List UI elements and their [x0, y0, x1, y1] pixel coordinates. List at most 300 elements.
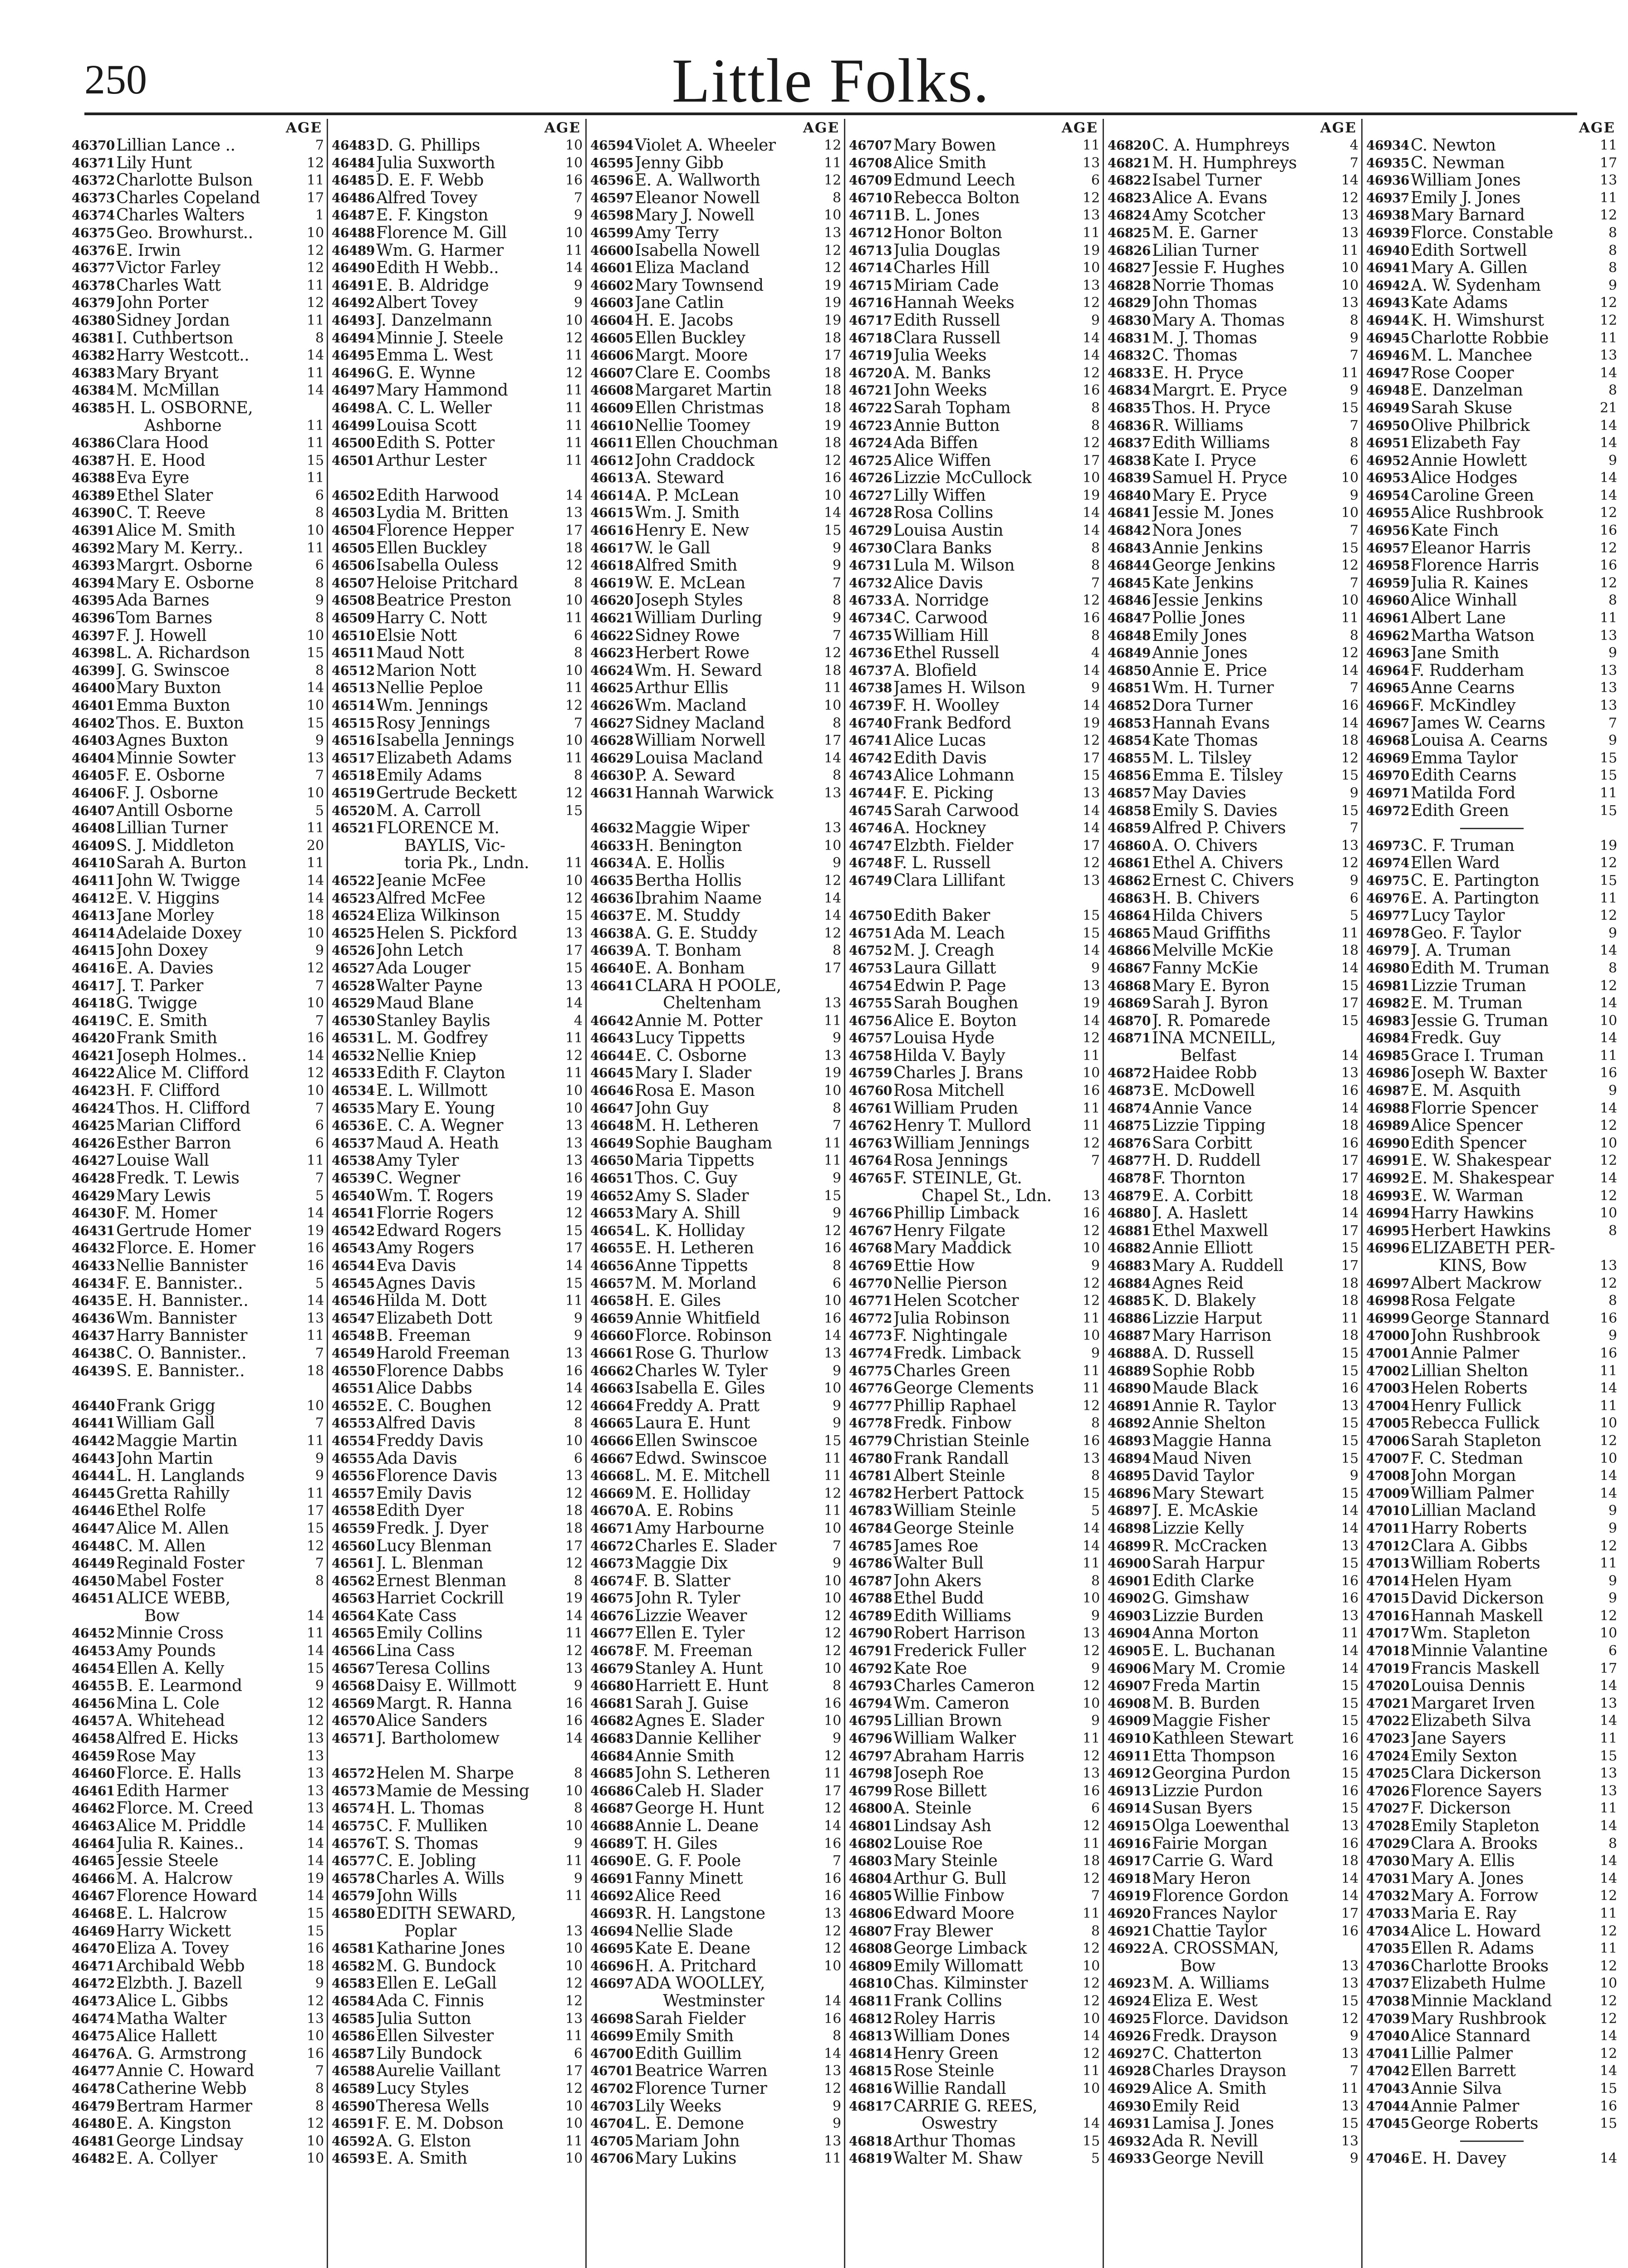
- entry-row: [332, 1712, 583, 1730]
- entry-age: 14: [1600, 2063, 1617, 2079]
- entry-age: 8: [315, 505, 324, 521]
- entry-row: [849, 452, 1100, 470]
- entry-age: 18: [824, 330, 841, 346]
- entry-row: [590, 1555, 841, 1573]
- entry-row: [332, 679, 583, 697]
- entry-row: [332, 750, 583, 767]
- entry-row: [1366, 1117, 1617, 1135]
- entry-row: [590, 2045, 841, 2063]
- entry-name: Alice M. Clifford: [116, 1065, 249, 1083]
- entry-name: Kate Roe: [893, 1660, 967, 1678]
- entry-number: 46442: [72, 1433, 115, 1448]
- entry-number: 46463: [72, 1818, 115, 1833]
- entry-row: [332, 1117, 583, 1135]
- entry-name: Olive Philbrick: [1411, 417, 1530, 435]
- entry-number: [590, 1993, 635, 2010]
- entry-row: [72, 522, 324, 540]
- entry-row: [849, 960, 1100, 978]
- entry-row: [72, 1152, 324, 1170]
- entry-number: 46415: [72, 943, 115, 958]
- entry-number: 46695: [590, 1941, 633, 1956]
- entry-row: [1108, 942, 1358, 960]
- entry-name: Edith M. Truman: [1411, 959, 1550, 978]
- entry-row: [72, 785, 324, 802]
- entry-row: [332, 312, 583, 330]
- entry-name: Charles E. Slader: [635, 1537, 777, 1555]
- entry-age: 14: [1600, 365, 1617, 381]
- entry-row: [849, 365, 1100, 382]
- entry-age: 12: [1083, 1870, 1100, 1887]
- entry-name: Clara Hood: [116, 435, 209, 452]
- entry-number: 46424: [72, 1100, 115, 1116]
- entry-name: Ernest C. Chivers: [1152, 872, 1294, 890]
- entry-row: [1366, 1870, 1617, 1888]
- entry-name: Archibald Webb: [116, 1957, 245, 1975]
- entry-name: Alice Lohmann: [893, 767, 1015, 785]
- entry-age: 14: [565, 1258, 583, 1274]
- entry-name: Emma L. West: [376, 347, 493, 365]
- entry-name: Charles Drayson: [1152, 2063, 1286, 2080]
- entry-row: [332, 487, 583, 505]
- entry-age: 17: [1600, 155, 1617, 171]
- entry-row: [72, 2028, 324, 2045]
- entry-age: 7: [1349, 523, 1358, 539]
- entry-name: Mary Steinle: [893, 1853, 998, 1870]
- entry-name: Thos. C. Guy: [635, 1170, 737, 1188]
- entry-number: 46921: [1108, 1923, 1151, 1939]
- entry-row: [1108, 732, 1358, 750]
- entry-number: 46734: [849, 611, 892, 626]
- entry-row: [1366, 172, 1617, 190]
- entry-number: 47024: [1366, 1748, 1409, 1764]
- entry-age: 12: [307, 1538, 324, 1554]
- entry-name: Oswestry: [922, 2115, 997, 2133]
- entry-column-3: [585, 119, 844, 2268]
- entry-age: 7: [315, 767, 324, 784]
- entry-row: [1366, 1800, 1617, 1818]
- entry-name: Nellie Kniep: [376, 1047, 476, 1065]
- entry-age: 10: [565, 1941, 583, 1957]
- entry-row: [72, 820, 324, 837]
- entry-name: Caleb H. Slader: [635, 1782, 763, 1800]
- entry-row: [1108, 1590, 1358, 1608]
- entry-name: Marian Clifford: [116, 1117, 241, 1135]
- entry-number: 46618: [590, 558, 633, 573]
- entry-name: Nellie Toomey: [635, 417, 750, 435]
- entry-row: [332, 1467, 583, 1485]
- entry-name: J. A. Truman: [1411, 942, 1511, 960]
- entry-row: [1108, 1363, 1358, 1380]
- entry-age: 16: [1083, 1083, 1100, 1099]
- entry-age: 13: [824, 1345, 841, 1361]
- entry-number: 46767: [849, 1223, 892, 1238]
- entry-age: 11: [1083, 1730, 1100, 1747]
- entry-age: 10: [1600, 1625, 1617, 1642]
- entry-age: 9: [1091, 1608, 1100, 1624]
- entry-row: [332, 1432, 583, 1450]
- entry-number: 46557: [332, 1486, 375, 1501]
- entry-number: 47000: [1366, 1328, 1409, 1344]
- entry-name: Harry Westcott..: [116, 347, 250, 365]
- entry-number: 46900: [1108, 1556, 1151, 1571]
- entry-name: Rose G. Thurlow: [635, 1344, 769, 1363]
- entry-name: F. STEINLE, Gt.: [893, 1170, 1022, 1188]
- entry-number: 46486: [332, 190, 375, 205]
- entry-row: [72, 1958, 324, 1975]
- entry-age: 12: [1083, 1293, 1100, 1309]
- entry-row: [72, 1800, 324, 1818]
- entry-name: Minnie Sowter: [116, 749, 235, 767]
- entry-name: Charles Cameron: [893, 1677, 1035, 1695]
- entry-name: A. M. Banks: [893, 364, 991, 382]
- entry-age: 7: [315, 137, 324, 153]
- entry-name: John Martin: [116, 1450, 213, 1468]
- entry-name: Louisa Hyde: [893, 1030, 995, 1047]
- entry-row: [590, 942, 841, 960]
- entry-name: Harry C. Nott: [376, 610, 487, 627]
- entry-name: T. H. Giles: [635, 1835, 717, 1853]
- entry-row: [1108, 1940, 1358, 1958]
- age-column-header: AGE: [1579, 120, 1615, 136]
- entry-age: 9: [1091, 312, 1100, 328]
- entry-name: Frances Naylor: [1152, 1905, 1277, 1923]
- entry-age: 10: [1083, 1590, 1100, 1607]
- entry-row: [72, 1432, 324, 1450]
- entry-age: 12: [565, 785, 583, 801]
- entry-age: 13: [1341, 2133, 1358, 2149]
- entry-number: 46480: [72, 2116, 115, 2131]
- entry-row: [1108, 1292, 1358, 1310]
- entry-age: [824, 978, 841, 995]
- entry-number: 46485: [332, 173, 375, 188]
- entry-row: [72, 1923, 324, 1941]
- entry-name: John Craddock: [635, 452, 755, 470]
- entry-age: 19: [824, 1065, 841, 1081]
- entry-age: 9: [832, 1170, 841, 1187]
- entry-name: Maggie Martin: [116, 1432, 237, 1450]
- entry-name: Mary A. Jones: [1411, 1870, 1524, 1888]
- entry-name: Ethel Budd: [893, 1590, 984, 1608]
- entry-age: 13: [1341, 2098, 1358, 2114]
- entry-number: 46879: [1108, 1188, 1151, 1203]
- entry-name: Mary Bowen: [893, 137, 996, 155]
- entry-name: Ethel A. Chivers: [1152, 855, 1283, 872]
- entry-name: E. H. Davey: [1411, 2150, 1506, 2168]
- entry-age: 16: [307, 1030, 324, 1046]
- entry-row: [72, 504, 324, 522]
- entry-name: Eliza A. Tovey: [116, 1940, 229, 1958]
- entry-age: 14: [1341, 1205, 1358, 1222]
- entry-row: [590, 1170, 841, 1188]
- entries-columns: [68, 119, 1620, 2268]
- entry-name: Alfred McFee: [376, 890, 485, 908]
- entry-number: 46721: [849, 383, 892, 398]
- entry-number: 46871: [1108, 1031, 1151, 1046]
- entry-age: 14: [1600, 435, 1617, 451]
- entry-age: 8: [574, 1765, 583, 1782]
- entry-number: 46394: [72, 575, 115, 591]
- entry-number: 46685: [590, 1766, 633, 1781]
- entry-number: 46812: [849, 2011, 892, 2026]
- entry-row: [1108, 540, 1358, 557]
- entry-number: 46703: [590, 2098, 633, 2114]
- entry-age: 15: [1341, 802, 1358, 819]
- entry-number: 46380: [72, 313, 115, 328]
- entry-age: 8: [1091, 1468, 1100, 1484]
- entry-name: ALICE WEBB,: [116, 1590, 230, 1608]
- entry-age: 11: [307, 1625, 324, 1642]
- entry-row: [1108, 890, 1358, 908]
- entry-name: Walter M. Shaw: [893, 2150, 1023, 2168]
- entry-number: 46728: [849, 505, 892, 521]
- entry-number: 46904: [1108, 1626, 1151, 1641]
- entry-name: Edith Sortwell: [1411, 242, 1527, 260]
- entry-age: 14: [824, 1993, 841, 2009]
- entry-age: 15: [307, 1660, 324, 1677]
- entry-number: 46820: [1108, 138, 1151, 153]
- entry-number: 46962: [1366, 628, 1409, 643]
- entry-age: 15: [1600, 2080, 1617, 2097]
- entry-number: 46443: [72, 1451, 115, 1466]
- entry-age: 19: [307, 1222, 324, 1239]
- entry-number: 46552: [332, 1398, 375, 1413]
- entry-age: 11: [824, 1135, 841, 1151]
- entry-number: 46886: [1108, 1310, 1151, 1326]
- entry-row: [72, 978, 324, 995]
- entry-name: Gertrude Beckett: [376, 784, 517, 802]
- entry-number: 46888: [1108, 1345, 1151, 1361]
- entry-name: Mary A. Gillen: [1411, 259, 1527, 277]
- entry-name: F. B. Slatter: [635, 1572, 731, 1590]
- entry-name: Pollie Jones: [1152, 610, 1245, 627]
- entry-row: [590, 487, 841, 505]
- entry-age: 13: [565, 505, 583, 521]
- entry-age: 14: [1341, 1520, 1358, 1536]
- entry-age: 14: [307, 1853, 324, 1869]
- entry-name: Ada Davis: [376, 1450, 457, 1468]
- entry-row: [332, 1765, 583, 1783]
- entry-name: INA MCNEILL,: [1152, 1030, 1276, 1047]
- entry-row: [72, 1975, 324, 1993]
- entry-number: 46569: [332, 1696, 375, 1711]
- entry-row: [72, 207, 324, 225]
- entry-row: [332, 382, 583, 400]
- entry-age: 8: [315, 662, 324, 679]
- entry-row: [1108, 242, 1358, 260]
- entry-number: 46781: [849, 1468, 892, 1484]
- entry-row: [1108, 1853, 1358, 1870]
- entry-row: [590, 1573, 841, 1590]
- entry-row: [1108, 820, 1358, 837]
- entry-age: 10: [307, 995, 324, 1012]
- entry-age: 12: [824, 260, 841, 276]
- entry-name: M. J. Creagh: [893, 942, 995, 960]
- entry-row: [849, 732, 1100, 750]
- entry-number: 46458: [72, 1731, 115, 1746]
- entry-row: [849, 1730, 1100, 1748]
- entry-number: 46930: [1108, 2098, 1151, 2114]
- entry-row: [590, 925, 841, 943]
- entry-row: [72, 960, 324, 978]
- entry-row: [332, 225, 583, 242]
- entry-name: Joseph Roe: [893, 1765, 984, 1783]
- entry-number: 46693: [590, 1906, 633, 1921]
- entry-age: 11: [565, 1030, 583, 1046]
- entry-row: [1108, 1800, 1358, 1818]
- entry-row: [1108, 2063, 1358, 2080]
- entry-name: Freddy Davis: [376, 1432, 484, 1450]
- entry-name: Katharine Jones: [376, 1940, 505, 1958]
- entry-age: [307, 400, 324, 417]
- entry-row: [1108, 2150, 1358, 2168]
- entry-number: 46772: [849, 1310, 892, 1326]
- entry-number: 46537: [332, 1135, 375, 1151]
- entry-row: [332, 1363, 583, 1380]
- entry-number: 46675: [590, 1591, 633, 1606]
- entry-number: 46656: [590, 1258, 633, 1273]
- entry-age: 13: [1341, 1608, 1358, 1624]
- entry-number: 46692: [590, 1888, 633, 1904]
- entry-number: 46906: [1108, 1661, 1151, 1676]
- entry-row: [1108, 1275, 1358, 1293]
- entry-age: 8: [574, 1573, 583, 1589]
- entry-name: Lizzie Truman: [1411, 977, 1526, 995]
- entry-name: C. M. Allen: [116, 1537, 206, 1555]
- entry-number: 46890: [1108, 1381, 1151, 1396]
- entry-age: 10: [824, 1573, 841, 1589]
- entry-number: 46385: [72, 400, 115, 415]
- entry-age: 19: [1083, 487, 1100, 503]
- entry-number: 46774: [849, 1345, 892, 1361]
- entry-row: [849, 1222, 1100, 1240]
- entry-number: 46760: [849, 1083, 892, 1099]
- entry-number: 47001: [1366, 1345, 1409, 1361]
- entry-number: 46666: [590, 1433, 633, 1448]
- entry-row: [590, 1030, 841, 1047]
- entry-age: 10: [307, 2028, 324, 2044]
- entry-name: Fredk. Drayson: [1152, 2028, 1277, 2045]
- entry-row: [1366, 1065, 1617, 1082]
- entry-name: Sarah Topham: [893, 399, 1011, 417]
- entry-number: 46571: [332, 1731, 375, 1746]
- entry-name: E. V. Higgins: [116, 890, 220, 908]
- entry-age: 9: [574, 1328, 583, 1344]
- entry-age: 17: [1083, 837, 1100, 854]
- entry-number: 46499: [332, 418, 375, 433]
- entry-number: 46404: [72, 750, 115, 766]
- entry-name: Jessie M. Jones: [1152, 504, 1274, 523]
- entry-age: 13: [1083, 1188, 1100, 1204]
- entry-number: 46615: [590, 505, 633, 521]
- entry-number: 46865: [1108, 925, 1151, 941]
- entry-number: 46757: [849, 1031, 892, 1046]
- entry-name: Frank Smith: [116, 1030, 217, 1047]
- entry-row: [72, 1642, 324, 1660]
- entry-row: [332, 907, 583, 925]
- entry-age: 11: [565, 2028, 583, 2044]
- entry-name: Rose Billett: [893, 1782, 987, 1800]
- entry-row: [590, 1905, 841, 1923]
- entry-row: [849, 750, 1100, 767]
- entry-number: 46540: [332, 1188, 375, 1203]
- entry-number: 46423: [72, 1083, 115, 1099]
- entry-number: 46764: [849, 1153, 892, 1168]
- entry-age: 11: [1083, 1100, 1100, 1116]
- entry-row: [849, 785, 1100, 802]
- entry-name: Wm. Cameron: [893, 1695, 1010, 1713]
- entry-row: [72, 1502, 324, 1520]
- entry-row: [1366, 1818, 1617, 1835]
- entry-name: Charles J. Brans: [893, 1065, 1023, 1083]
- entry-row: [849, 1887, 1100, 1905]
- entry-age: 13: [565, 1660, 583, 1677]
- entry-age: 15: [1600, 802, 1617, 819]
- entry-age: 12: [1083, 295, 1100, 311]
- entry-name: Frederick Fuller: [893, 1642, 1026, 1660]
- entry-row: [849, 1800, 1100, 1818]
- entry-age: 14: [1083, 698, 1100, 714]
- entry-row: [332, 925, 583, 943]
- entry-age: 9: [832, 1030, 841, 1046]
- entry-age: 9: [1349, 2028, 1358, 2044]
- entry-row: [849, 1538, 1100, 1555]
- entry-number: 46420: [72, 1031, 115, 1046]
- entry-row: [590, 2115, 841, 2133]
- entry-number: 46867: [1108, 960, 1151, 976]
- entry-age: 12: [565, 557, 583, 574]
- entry-name: J. R. Pomarede: [1152, 1012, 1270, 1030]
- entry-age: [565, 837, 583, 855]
- entry-row: [590, 1467, 841, 1485]
- entry-row: [590, 1818, 841, 1835]
- entry-number: 46737: [849, 663, 892, 678]
- entry-number: 46968: [1366, 733, 1409, 748]
- entry-number: 46717: [849, 313, 892, 328]
- entry-age: 9: [574, 207, 583, 224]
- entry-name: Annie R. Taylor: [1152, 1397, 1276, 1415]
- entry-age: 13: [1600, 1258, 1617, 1274]
- entry-age: 11: [1600, 1905, 1617, 1921]
- entry-row: [590, 1065, 841, 1082]
- entry-number: 46882: [1108, 1241, 1151, 1256]
- entry-age: 10: [824, 837, 841, 854]
- entry-row: [590, 2133, 841, 2151]
- entry-number: 46999: [1366, 1310, 1409, 1326]
- entry-name: Lily Weeks: [635, 2097, 721, 2116]
- entry-number: 46873: [1108, 1083, 1151, 1099]
- entry-age: 10: [824, 698, 841, 714]
- entry-age: 13: [1083, 1765, 1100, 1782]
- entry-age: 13: [565, 1923, 583, 1939]
- entry-age: 17: [1341, 1153, 1358, 1169]
- entry-age: 18: [1341, 1118, 1358, 1134]
- entry-number: 46821: [1108, 155, 1151, 171]
- entry-name: Mary A. Ellis: [1411, 1853, 1515, 1870]
- entry-age: 13: [1341, 1538, 1358, 1554]
- entry-name: Julia R. Kaines: [1411, 574, 1528, 592]
- entry-number: 46959: [1366, 575, 1409, 591]
- entry-name: George Lindsay: [116, 2132, 243, 2151]
- entry-number: 46578: [332, 1871, 375, 1886]
- entry-name: William Gall: [116, 1415, 215, 1432]
- entry-age: 11: [1600, 1363, 1617, 1379]
- entry-age: 12: [307, 1695, 324, 1711]
- entry-row: [590, 1380, 841, 1398]
- entry-row: [849, 1818, 1100, 1835]
- entry-age: 11: [824, 155, 841, 171]
- entry-number: 46771: [849, 1293, 892, 1309]
- entry-row: [590, 1783, 841, 1800]
